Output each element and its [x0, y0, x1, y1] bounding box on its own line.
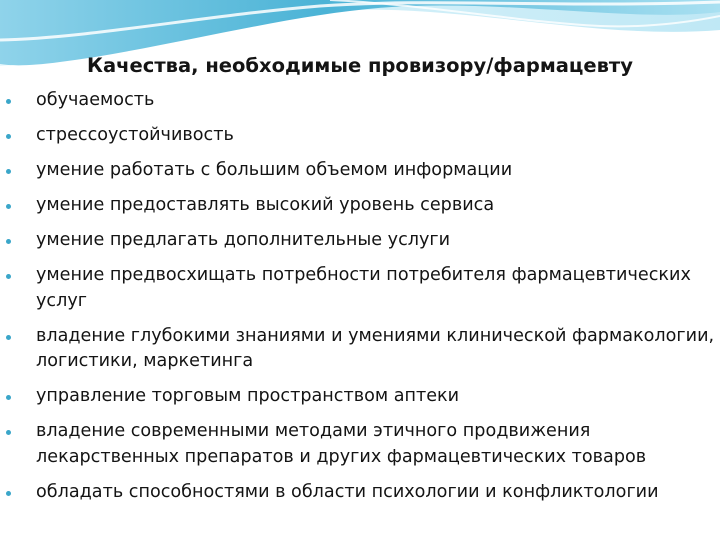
- bullet-dot-icon: [6, 491, 11, 496]
- bullet-dot-icon: [6, 99, 11, 104]
- list-item-text: обучаемость: [36, 90, 155, 110]
- list-item: [20, 419, 715, 470]
- list-item: [20, 193, 715, 219]
- bullet-dot-icon: [6, 239, 11, 244]
- list-item-text: владение современными методами этичного продвижения лекарственных препаратов и других фармацевтических товаров: [36, 421, 647, 467]
- bullet-dot-icon: [6, 169, 11, 174]
- bullet-list: [20, 88, 715, 515]
- bullet-dot-icon: [6, 430, 11, 435]
- list-item-text: умение предлагать дополнительные услуги: [36, 230, 451, 250]
- list-item: [20, 384, 715, 410]
- list-item-text: умение предоставлять высокий уровень сервиса: [36, 195, 495, 215]
- list-item-text: умение работать с большим объемом информации: [36, 160, 513, 180]
- bullet-dot-icon: [6, 335, 11, 340]
- bullet-dot-icon: [6, 395, 11, 400]
- list-item-text: обладать способностями в области психологии и конфликтологии: [36, 481, 659, 502]
- list-item-text: умение предвосхищать потребности потребителя фармацевтических услуг: [36, 265, 691, 311]
- list-item-text: владение глубокими знаниями и умениями клинической фармакологии, логистики, маркетинга: [36, 325, 715, 371]
- list-item: [20, 263, 715, 314]
- list-item: [20, 88, 715, 114]
- bullet-dot-icon: [6, 204, 11, 209]
- bullet-dot-icon: [6, 134, 11, 139]
- list-item: [20, 228, 715, 254]
- list-item: [20, 158, 715, 184]
- slide-title: Качества, необходимые провизору/фармацевту: [87, 54, 633, 77]
- list-item: [20, 123, 715, 149]
- list-item-text: стрессоустойчивость: [36, 125, 234, 145]
- list-item-text: управление торговым пространством аптеки: [36, 386, 460, 406]
- list-item: [20, 324, 715, 375]
- list-item: [20, 480, 715, 506]
- bullet-dot-icon: [6, 274, 11, 279]
